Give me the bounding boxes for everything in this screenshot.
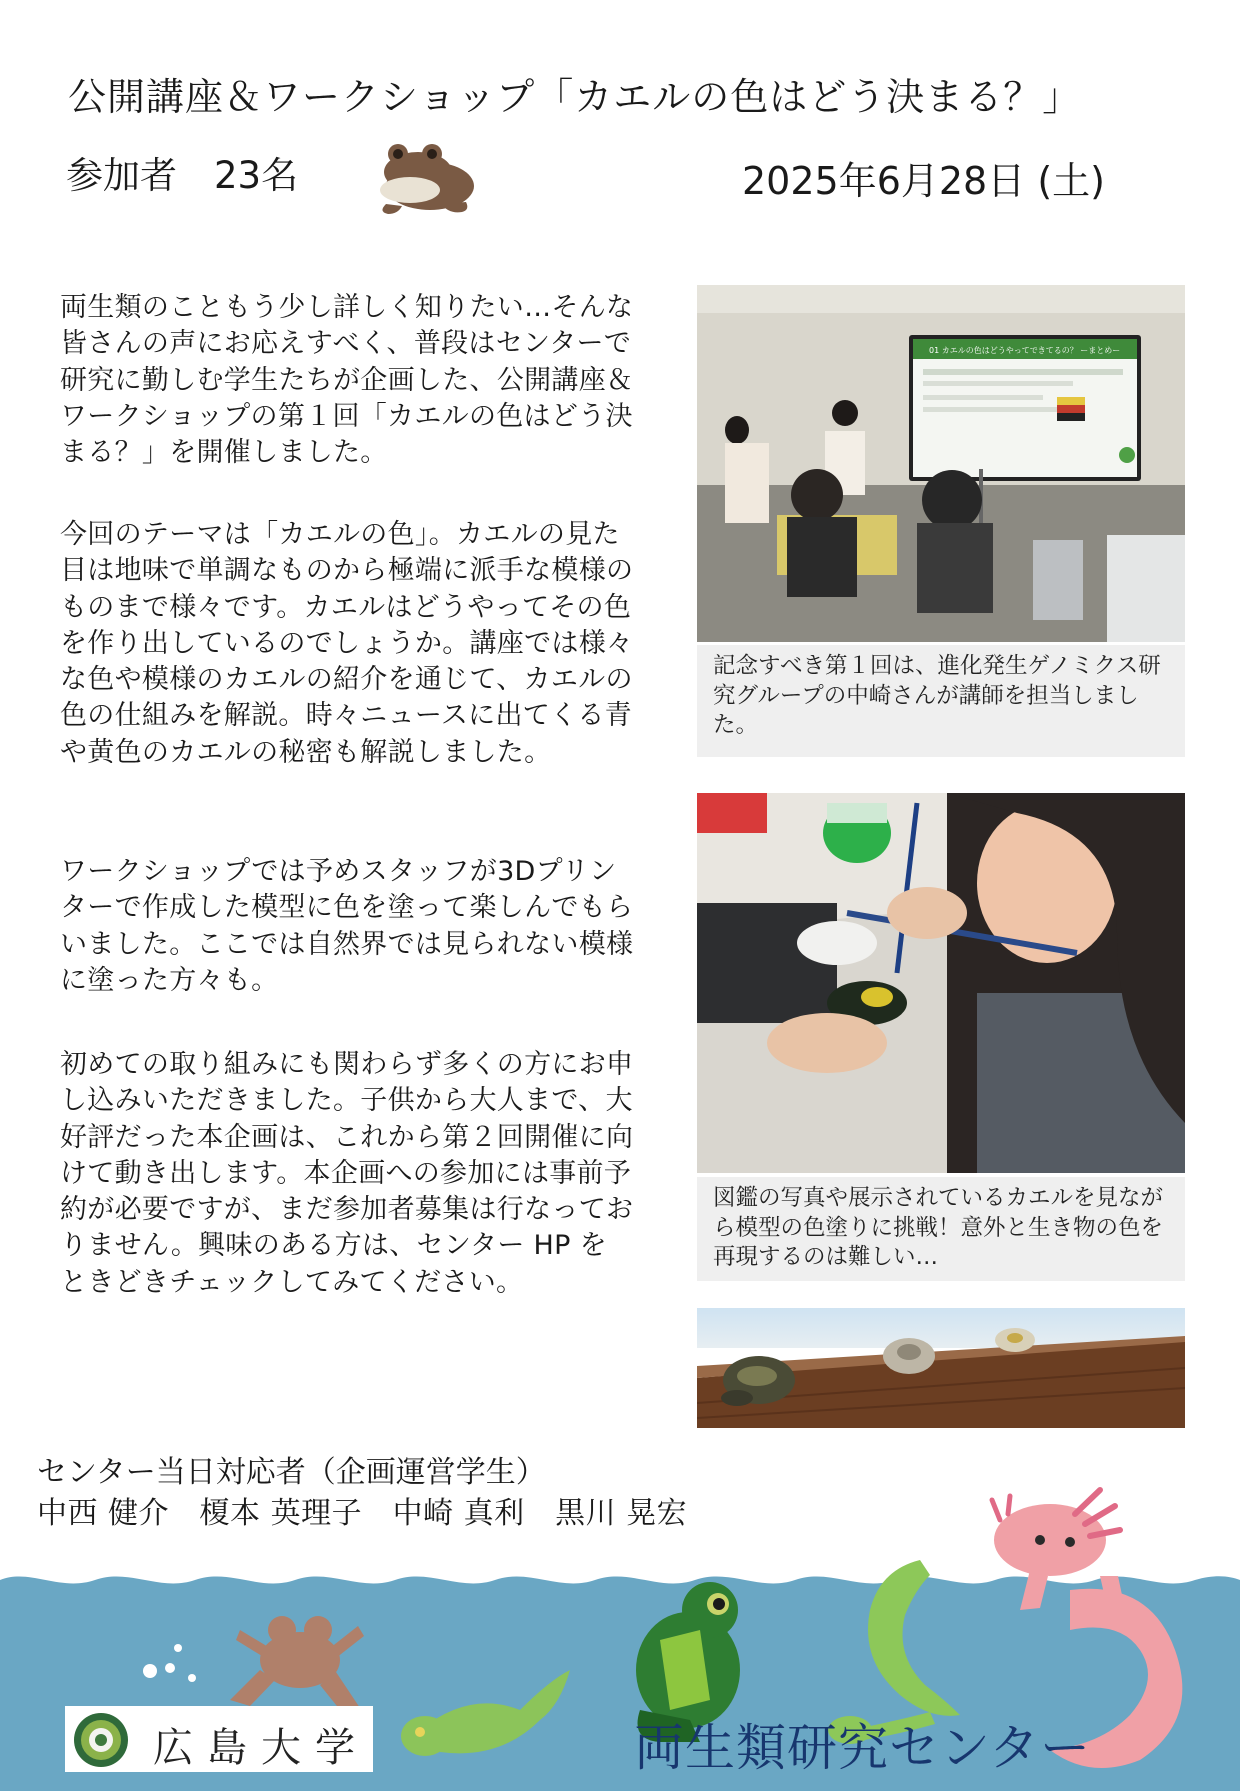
center-name: 両生類研究センター [634,1719,1091,1777]
participant-count: 参加者 23名 [66,154,299,197]
frog-models-photo [697,1308,1185,1428]
article-paragraph-4: 初めての取り組みにも関わらず多くの方にお申し込みいただきました。子供から大人まで、大好評だった本企画は、これから第２回開催に向けて動き出します。本企画への参加には事前予約が必要ですが、まだ参加者募集は行なっておりません。興味のある方は、センター HP をときどきチェックしてみてください。 [60,1049,634,1298]
article-paragraph-2: 今回のテーマは「カエルの色」。カエルの見た目は地味で単調なものから極端に派手な模様のものまで様々です。カエルはどうやってその色を作り出しているのでしょうか。講座では様々な色や模様のカエルの紹介を通じて、カエルの色の仕組みを解説。時々ニュースに出てくる青や黄色のカエルの秘密も解説しました。 [60,519,634,768]
event-date: 2025年6月28日 (土) [742,159,1105,203]
lecture-photo-caption: 記念すべき第１回は、進化発生ゲノミクス研究グループの中崎さんが講師を担当しました。 [697,645,1185,757]
staff-heading: センター当日対応者（企画運営学生） [37,1455,546,1490]
slide-title: 01 カエルの色はどうやってできてるの？ ーまとめー [929,346,1121,355]
university-name: 広島大学 [153,1725,369,1771]
frog-illustration [372,140,478,216]
article-paragraph-3: ワークショップでは予めスタッフが3Dプリンターで作成した模型に色を塗って楽しんでもらいました。ここでは自然界では見られない模様に塗った方々も。 [60,856,634,996]
university-seal-icon [73,1712,129,1768]
article-paragraph-1: 両生類のこともう少し詳しく知りたい…そんな皆さんの声にお応えすべく、普段はセンターで研究に勤しむ学生たちが企画した、公開講座＆ワークショップの第１回「カエルの色はどう決まる？」を開催しました。 [60,292,634,469]
workshop-painting-photo [697,793,1185,1173]
page-title: 公開講座＆ワークショップ「カエルの色はどう決まる？」 [68,75,1082,119]
workshop-photo-caption: 図鑑の写真や展示されているカエルを見ながら模型の色塗りに挑戦！意外と生き物の色を再現するのは難しい… [697,1177,1185,1281]
staff-names: 中西 健介 榎本 英理子 中崎 真利 黒川 晃宏 [37,1496,688,1531]
university-logo [65,1706,373,1772]
lecture-photo [697,285,1185,642]
